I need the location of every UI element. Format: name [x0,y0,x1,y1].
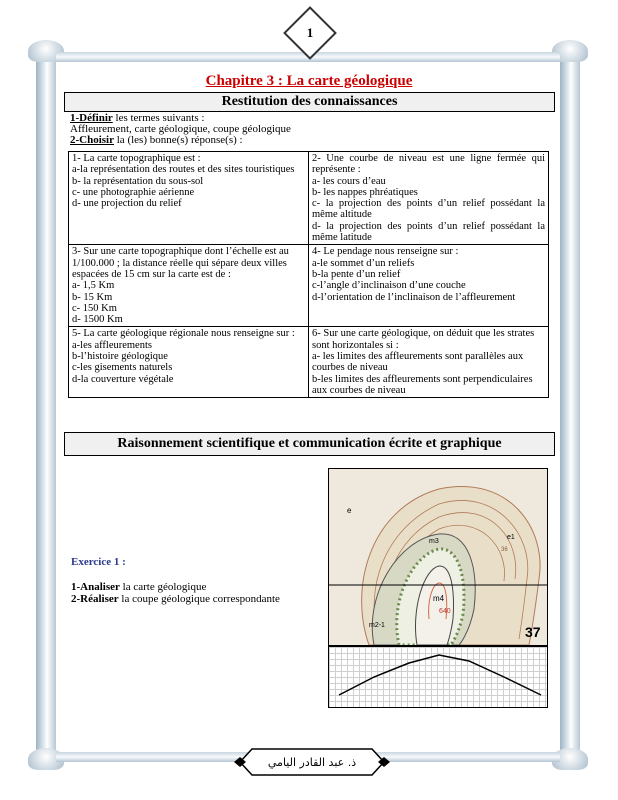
task2-label: 2-Réaliser [71,593,119,605]
geological-map [328,468,548,646]
section-title-reasoning: Raisonnement scientifique et communication écrite et graphique [64,432,555,456]
table-row [69,327,549,398]
answer-option: d- 1500 Km [72,314,123,326]
answer-option: a- les limites des affleurements sont parallèles aux courbes de niveau [312,351,524,374]
section-title-knowledge: Restitution des connaissances [64,92,555,112]
question-text: 1- La carte topographique est : [72,153,201,164]
question-text: 2- Une courbe de niveau est une ligne fermée qui représente : [312,153,545,176]
question-text: 5- La carte géologique régionale nous renseigne sur : [72,328,295,340]
answer-option: a- les cours d’eau [312,175,386,187]
answer-option: b- la représentation du sous-sol [72,175,204,187]
instructions [70,113,550,146]
task2-text: la coupe géologique correspondante [118,593,280,605]
geological-map-drawing [329,469,547,645]
map-label-640: 640 [439,608,451,615]
map-label-e1: e1 [507,534,515,541]
figure-number: 37 [525,624,541,640]
answer-option: c- 150 Km [72,302,117,314]
question-cell-3 [69,245,309,327]
terms-list: Affleurement, carte géologique, coupe géologique [70,123,291,135]
task1-text: la carte géologique [119,581,207,593]
question-cell-5 [69,327,309,398]
map-label-m21: m2-1 [369,622,385,629]
author-name: ذ. عبد القادر اليامي [267,756,357,769]
answer-option: c-les gisements naturels [72,362,173,374]
answer-option: b- 15 Km [72,291,113,303]
answer-option: b-la pente d’un relief [312,268,401,280]
question-text: 6- Sur une carte géologique, on déduit que les strates sont horizontales si : [312,328,535,351]
answer-option: d-la couverture végétale [72,373,174,385]
exercise-title: Exercice 1 : [71,556,126,568]
signature-frame [232,745,392,779]
question-cell-2 [309,152,549,245]
answer-option: b- les nappes phréatiques [312,186,418,198]
answer-option: a- 1,5 Km [72,280,115,292]
task1-label: 1-Analiser [71,581,120,593]
map-label-e: e [347,506,352,515]
answer-option: d-l’orientation de l’inclinaison de l’affleurement [312,291,516,303]
qcm-table [68,151,549,398]
answer-option: c- une photographie aérienne [72,186,195,198]
answer-option: d- la projection des points d’un relief possédant la même latitude [312,220,545,244]
right-pillar-decoration [560,40,580,760]
topographic-profile-drawing [329,647,547,707]
map-label-m4: m4 [433,594,445,603]
q1-label: 1-Définir [70,112,113,124]
left-pillar-decoration [36,40,56,760]
question-text: 4- Le pendage nous renseigne sur : [312,246,459,258]
map-label-m3: m3 [429,538,439,545]
answer-option: a-le sommet d’un reliefs [312,257,415,269]
answer-option: b-l’histoire géologique [72,351,168,363]
question-cell-1 [69,152,309,245]
answer-option: c- la projection des points d’un relief possédant la même altitude [312,198,545,221]
map-label-36: 36 [501,547,508,553]
answer-option: a-la représentation des routes et des sites touristiques [72,164,295,176]
author-signature [232,745,392,779]
answer-option: a-les affleurements [72,339,152,351]
question-cell-4 [309,245,549,327]
topographic-profile-grid [328,646,548,708]
answer-option: d- une projection du relief [72,198,182,210]
question-cell-6 [309,327,549,398]
answer-option: b-les limites des affleurements sont perpendiculaires aux courbes de niveau [312,373,533,396]
q2-label: 2-Choisir [70,134,114,146]
table-row [69,152,549,245]
q2-text: la (les) bonne(s) réponse(s) : [114,134,243,146]
exercise-tasks [71,581,280,605]
page-number: 1 [306,25,314,40]
answer-option: c-l’angle d’inclinaison d’une couche [312,280,466,292]
table-row [69,245,549,327]
q1-text: les termes suivants : [112,112,205,124]
question-text: 3- Sur une carte topographique dont l’échelle est au 1/100.000 ; la distance réelle qui sépare deux villes espacées de 15 cm sur la carte est de : [72,246,289,280]
chapter-title: Chapitre 3 : La carte géologique [205,73,413,89]
